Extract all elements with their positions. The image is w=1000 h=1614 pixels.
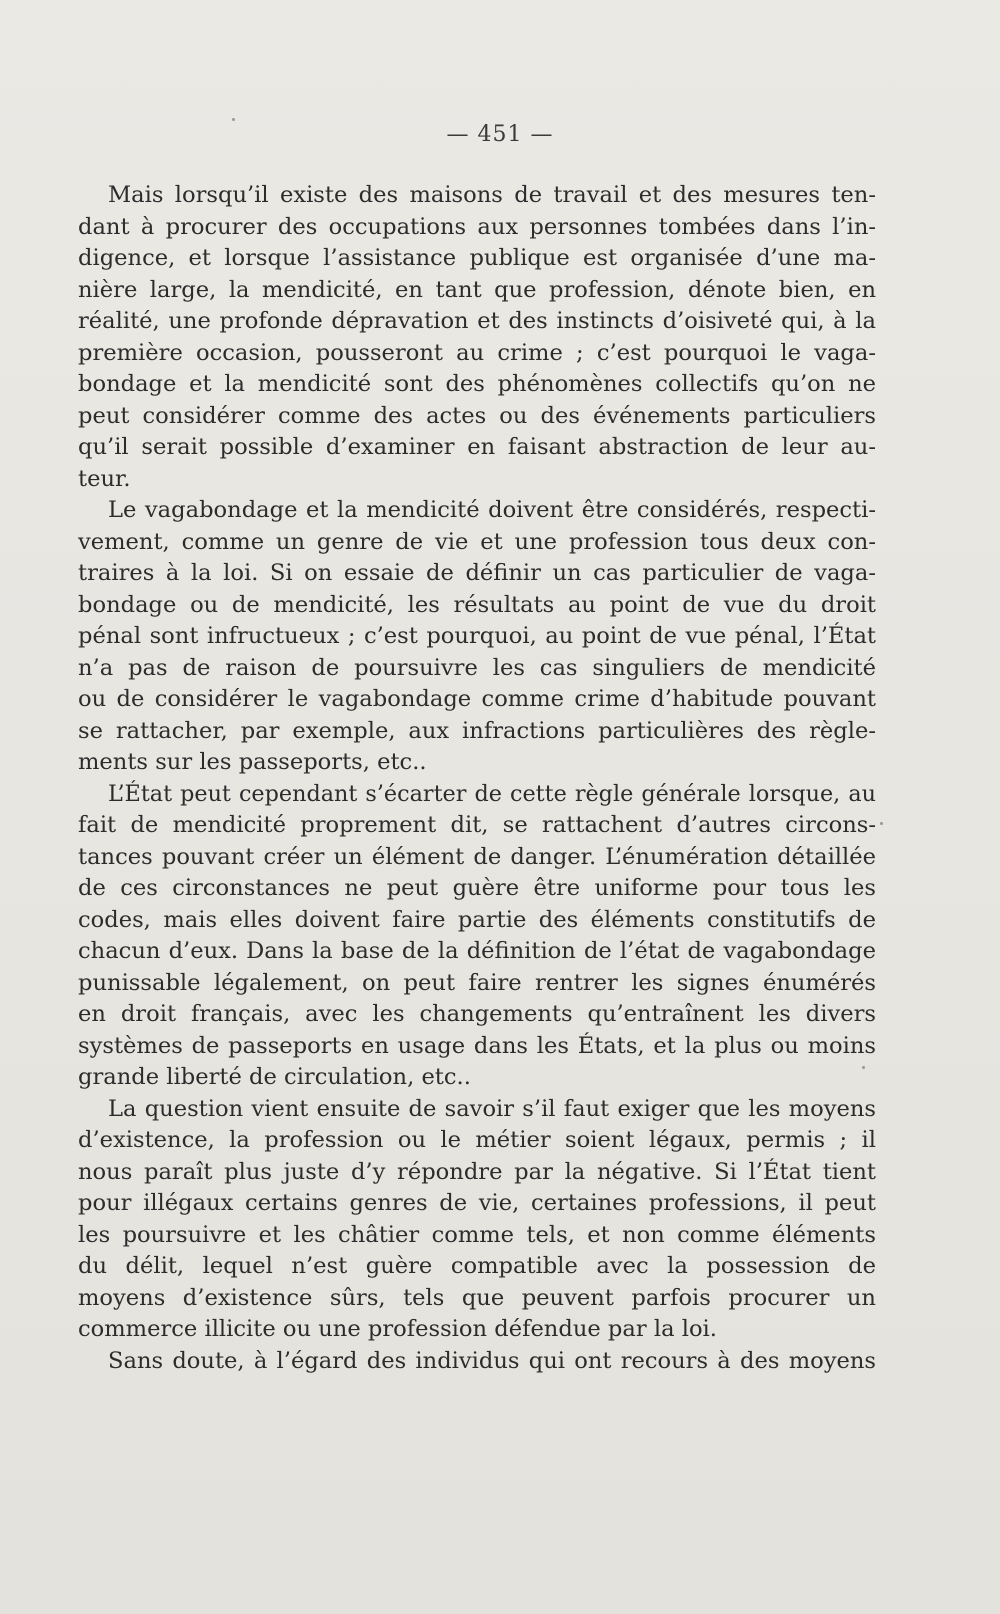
text-line: réalité, une profonde dépravation et des instincts d’oisiveté qui, à la [78,308,876,334]
text-line: Le vagabondage et la mendicité doivent être considérés, respecti- [108,497,876,523]
text-line: ments sur les passeports, etc.. [78,749,427,775]
text-line: en droit français, avec les changements qu’entraînent les divers [78,1001,876,1027]
text-line: qu’il serait possible d’examiner en faisant abstraction de leur au- [78,434,876,460]
text-line: chacun d’eux. Dans la base de la définition de l’état de vagabondage [78,938,876,964]
text-line: dant à procurer des occupations aux personnes tombées dans l’in- [78,213,876,240]
paragraph-1 [78,180,876,495]
text-line: digence, et lorsque l’assistance publique est organisée d’une ma- [78,245,876,271]
text-line: tances pouvant créer un élément de danger. L’énumération détaillée [78,843,876,870]
text-line: d’existence, la profession ou le métier soient légaux, permis ; il [78,1127,876,1153]
text-line: première occasion, pousseront au crime ; c’est pourquoi le vaga- [78,339,876,366]
text-line: bondage ou de mendicité, les résultats au point de vue du droit [78,591,876,618]
body-text [78,180,876,1377]
text-line: ou de considérer le vagabondage comme crime d’habitude pouvant [78,686,876,712]
paper-speck [232,118,235,121]
text-line: les poursuivre et les châtier comme tels, et non comme éléments [78,1221,876,1248]
text-line: La question vient ensuite de savoir s’il faut exiger que les moyens [108,1095,876,1122]
page-number: — 451 — [446,122,554,147]
text-line: vement, comme un genre de vie et une profession tous deux con- [78,528,876,555]
text-line: se rattacher, par exemple, aux infractions particulières des règle- [78,717,876,744]
text-line: moyens d’existence sûrs, tels que peuvent parfois procurer un [78,1284,876,1311]
text-line: bondage et la mendicité sont des phénomènes collectifs qu’on ne [78,371,876,397]
text-line: n’a pas de raison de poursuivre les cas singuliers de mendicité [78,654,876,681]
text-line: fait de mendicité proprement dit, se rattachent d’autres circons- [78,812,876,838]
text-line: grande liberté de circulation, etc.. [78,1064,471,1090]
paragraph-3 [78,779,876,1094]
text-line: Mais lorsqu’il existe des maisons de travail et des mesures ten- [108,182,876,208]
text-line: L’État peut cependant s’écarter de cette règle générale lorsque, au [108,780,876,807]
text-line: pour illégaux certains genres de vie, certaines professions, il peut [78,1190,876,1216]
text-line: commerce illicite ou une profession défendue par la loi. [78,1316,717,1342]
text-line: peut considérer comme des actes ou des événements particuliers [78,402,876,429]
text-line: de ces circonstances ne peut guère être uniforme pour tous les [78,875,876,901]
text-line: traires à la loi. Si on essaie de définir un cas particulier de vaga- [78,560,876,586]
text-line: nous paraît plus juste d’y répondre par la négative. Si l’État tient [78,1158,876,1185]
text-line: pénal sont infructueux ; c’est pourquoi, au point de vue pénal, l’État [78,623,876,649]
text-line: codes, mais elles doivent faire partie des éléments constitutifs de [78,906,876,933]
paragraph-2 [78,495,876,779]
text-line: Sans doute, à l’égard des individus qui ont recours à des moyens [108,1347,876,1374]
text-line: nière large, la mendicité, en tant que profession, dénote bien, en [78,276,876,303]
text-line: punissable légalement, on peut faire rentrer les signes énumérés [78,969,876,996]
paragraph-5 [78,1346,876,1378]
text-line: du délit, lequel n’est guère compatible avec la possession de [78,1253,876,1279]
text-line: teur. [78,465,131,492]
text-line: systèmes de passeports en usage dans les États, et la plus ou moins [78,1032,876,1059]
paragraph-4 [78,1094,876,1346]
paper-speck [880,822,883,825]
